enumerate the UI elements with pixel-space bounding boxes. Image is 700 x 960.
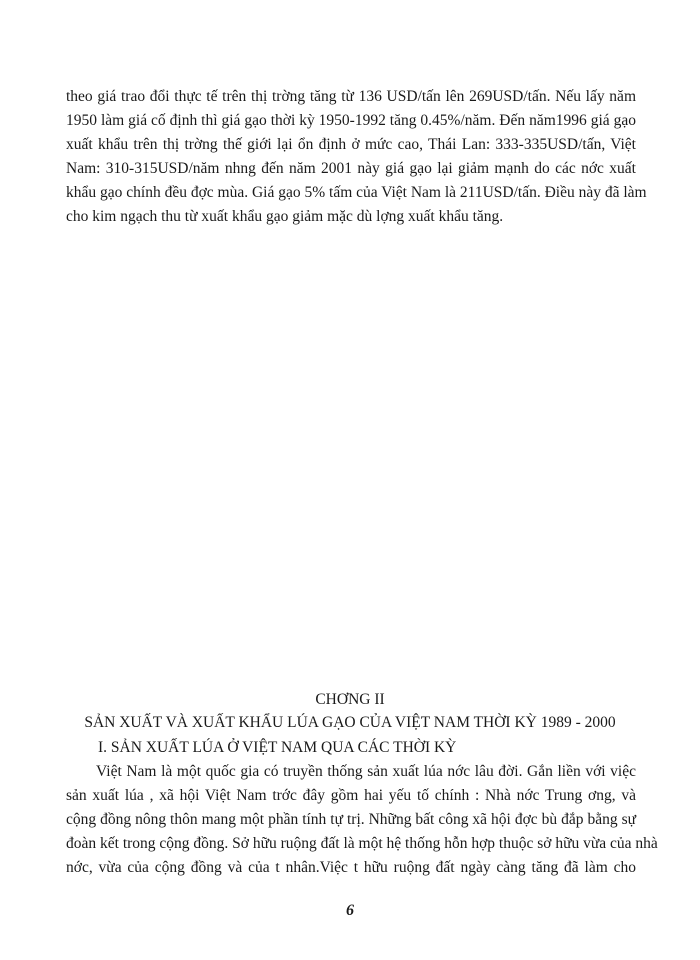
page-number: 6 xyxy=(346,902,354,919)
paragraph-line: đoàn kết trong cộng đồng. Sở hữu ruộng đất là một hệ thống hỗn hợp thuộc sở hữu vừa của nhà xyxy=(66,835,658,852)
paragraph-line: Việt Nam là một quốc gia có truyền thống sản xuất lúa nớc lâu đời. Gắn liền với việc xyxy=(96,763,636,780)
paragraph-line: sản xuất lúa , xã hội Việt Nam trớc đây gồm hai yếu tố chính : Nhà nớc Trung ơng, và xyxy=(66,787,636,804)
chapter-number: CHƠNG II xyxy=(315,691,385,708)
paragraph-line: khẩu gạo chính đều đợc mùa. Giá gạo 5% tấm của Việt Nam là 211USD/tấn. Điều này đã làm xyxy=(66,184,647,201)
paragraph-line: theo giá trao đổi thực tế trên thị trờng tăng từ 136 USD/tấn lên 269USD/tấn. Nếu lấy năm xyxy=(66,88,636,105)
paragraph-line: xuất khẩu trên thị trờng thế giới lại ổn định ở mức cao, Thái Lan: 333-335USD/tấn, Việt xyxy=(66,136,636,153)
paragraph-line: cộng đồng nông thôn mang một phần tính tự trị. Những bất công xã hội đợc bù đắp bằng sự xyxy=(66,811,636,828)
chapter-title: SẢN XUẤT VÀ XUẤT KHẨU LÚA GẠO CỦA VIỆT NAM THỜI KỲ 1989 - 2000 xyxy=(84,714,616,731)
paragraph-line: nớc, vừa của cộng đồng và của t nhân.Việc t hữu ruộng đất ngày càng tăng đã làm cho xyxy=(66,859,636,876)
paragraph-line: 1950 làm giá cố định thì giá gạo thời kỳ 1950-1992 tăng 0.45%/năm. Đến năm1996 giá gạo xyxy=(66,112,636,129)
section-heading: I. SẢN XUẤT LÚA Ở VIỆT NAM QUA CÁC THỜI KỲ xyxy=(98,739,457,756)
paragraph-line: cho kim ngạch thu từ xuất khẩu gạo giảm mặc dù lợng xuất khẩu tăng. xyxy=(66,208,504,225)
paragraph-line: Nam: 310-315USD/năm nhng đến năm 2001 này giá gạo lại giảm mạnh do các nớc xuất xyxy=(66,160,636,177)
